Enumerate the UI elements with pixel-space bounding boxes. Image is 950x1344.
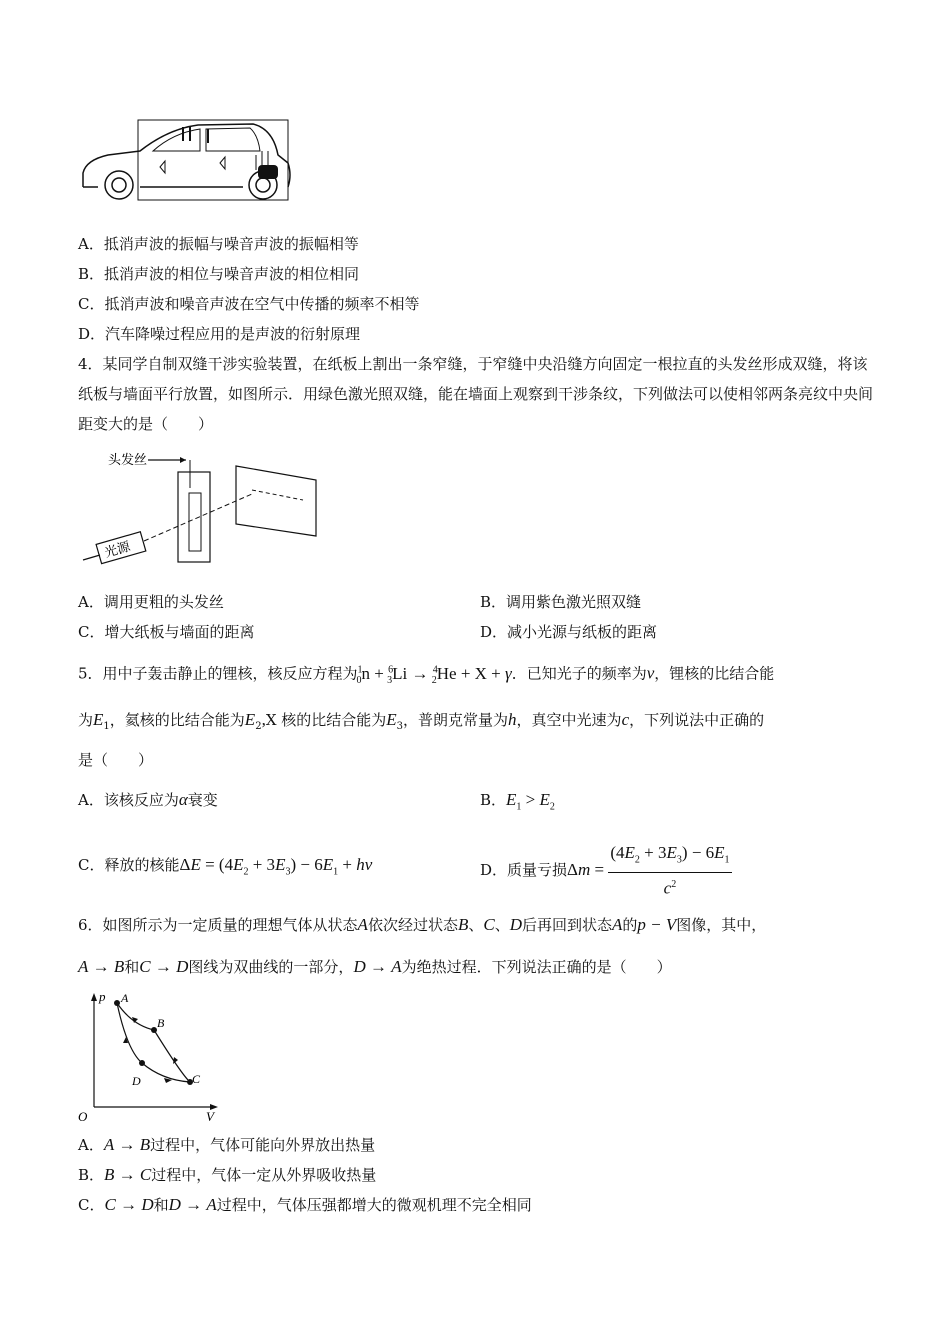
q4-option-d [480,622,657,642]
stem-text: 5．用中子轰击静止的锂核，核反应方程为 [78,664,358,683]
option-label: C． [78,1196,105,1214]
option-text: 过程中，气体压强都增大的微观机理不完全相同 [216,1196,532,1214]
option-text: 抵消声波的相位与噪音声波的相位相同 [104,265,360,283]
option-label: B． [480,791,507,809]
pv-graph-figure [72,985,222,1125]
q6-stem-line1: 6．如图所示为一定质量的理想气体从状态A依次经过状态B、C、D后再回到状态A的p − V图像，其中， [78,915,767,934]
q4-option-a [78,592,224,612]
option-text: 释放的核能 [104,856,180,874]
axis-v-label: V [206,1109,214,1124]
source-label: 光源 [102,539,133,562]
axis-p-label: p [99,989,106,1004]
stem-text: ，普朗克常量为 [403,711,509,729]
q5-option-b: B．$E_1 > E_2$ [480,790,555,813]
option-label: C． [78,623,105,641]
q3-option-c [78,294,420,314]
stem-text: ，下列说法中正确的 [629,711,765,729]
option-label: D． [78,325,106,343]
q6-stem-line2: A → B和C → D图线为双曲线的一部分，D → A为绝热过程．下列说法正确的是（ ） [78,957,672,976]
option-label: A． [78,593,104,611]
option-label: C． [78,856,105,874]
option-text: 和 [153,1196,169,1214]
option-text: 质量亏损 [507,861,568,880]
option-text: 抵消声波和噪音声波在空气中传播的频率不相等 [104,295,420,313]
option-label: C． [78,295,105,313]
stem-text: ，氦核的比结合能为 [109,711,245,729]
q5-stem-line2: 为$E_1$，氦核的比结合能为$E_2,X$ 核的比结合能为$E_3$，普朗克常量为h，真空中光速为c，下列说法中正确的 [78,710,765,732]
stem-text: 的 [622,916,638,934]
point-d-label: D [132,1074,141,1088]
q4-option-c [78,622,255,642]
stem-text: 图线为双曲线的一部分， [188,958,354,976]
option-text: 调用紫色激光照双缝 [506,593,642,611]
option-text: 调用更粗的头发丝 [103,593,224,611]
q6-option-a: A．A → B过程中，气体可能向外界放出热量 [78,1135,376,1154]
option-label: A． [78,1136,104,1154]
option-text: 汽车降噪过程应用的是声波的衍射原理 [105,325,361,343]
double-slit-figure [78,448,328,573]
q5-option-d: D．质量亏损Δm = $\frac{(4E_2 + 3E_3) - 6E_1}{c^2}$ [480,843,730,899]
stem-text: 图像，其中， [676,916,767,934]
stem-text: ，真空中光速为 [516,711,622,729]
q6-option-b: B．B → C过程中，气体一定从外界吸收热量 [78,1165,377,1184]
option-label: A． [78,791,104,809]
option-text: 抵消声波的振幅与噪音声波的振幅相等 [103,235,359,253]
origin-label: O [78,1109,88,1124]
stem-text: 为绝热过程．下列说法正确的是（ ） [401,958,672,976]
option-text: 增大纸板与墙面的距离 [104,623,255,641]
stem-text: ，锂核的比结合能 [654,664,775,683]
point-c-label: C [192,1072,201,1086]
q4-option-b [480,592,641,612]
stem-text: 后再回到状态 [522,916,613,934]
q5-stem-line1: 5．用中子轰击静止的锂核，核反应方程为$^1_0$n + $^6_3$Li → $^4_2$He + X + γ．已知光子的频率为ν，锂核的比结合能 [78,663,775,687]
hair-label: 头发丝 [108,453,148,468]
q3-option-d [78,324,360,344]
option-label: B． [78,265,105,283]
stem-text: 和 [124,958,140,976]
reaction-equation: $^1_0$n + $^6_3$Li → $^4_2$He + X + γ [356,663,512,687]
option-label: B． [78,1166,105,1184]
q6-option-c: C．C → D和D → A过程中，气体压强都增大的微观机理不完全相同 [78,1195,532,1214]
stem-text: 6．如图所示为一定质量的理想气体从状态 [78,916,358,934]
q4-stem: 4．某同学自制双缝干涉实验装置，在纸板上割出一条窄缝，于窄缝中央沿缝方向固定一根拉直的头发丝形成双缝，将该纸板与墙面平行放置，如图所示．用绿色激光照双缝，能在墙面上观察到干涉条纹，下列做法可以使相邻两条亮纹中央间距变大的是（ ） [78,355,874,433]
point-b-label: B [157,1016,165,1030]
option-text: 减小光源与纸板的距离 [507,623,658,641]
stem-text: ．已知光子的频率为 [511,664,647,683]
stem-text: X 核的比结合能为 [265,711,387,729]
stem-text: 为 [78,711,94,729]
option-label: D． [480,623,508,641]
option-text: 过程中，气体可能向外界放出热量 [150,1136,376,1154]
q5-option-c: C．释放的核能$\Delta E = (4E_2 + 3E_3) - 6E_1 + h\nu$ [78,855,373,878]
option-text: 该核反应为 [103,791,179,809]
option-label: D． [480,861,508,880]
option-label: B． [480,593,507,611]
option-text: 衰变 [187,791,218,809]
q3-option-b [78,264,359,284]
q5-stem-line3: 是（ ） [78,751,154,769]
stem-text: 依次经过状态 [367,916,458,934]
q3-option-a [78,234,359,254]
point-a-label: A [121,991,129,1005]
option-text: 过程中，气体一定从外界吸收热量 [151,1166,377,1184]
q5-option-a: A．该核反应为α衰变 [78,790,218,809]
option-label: A． [78,235,104,253]
car-noise-figure [78,115,298,210]
